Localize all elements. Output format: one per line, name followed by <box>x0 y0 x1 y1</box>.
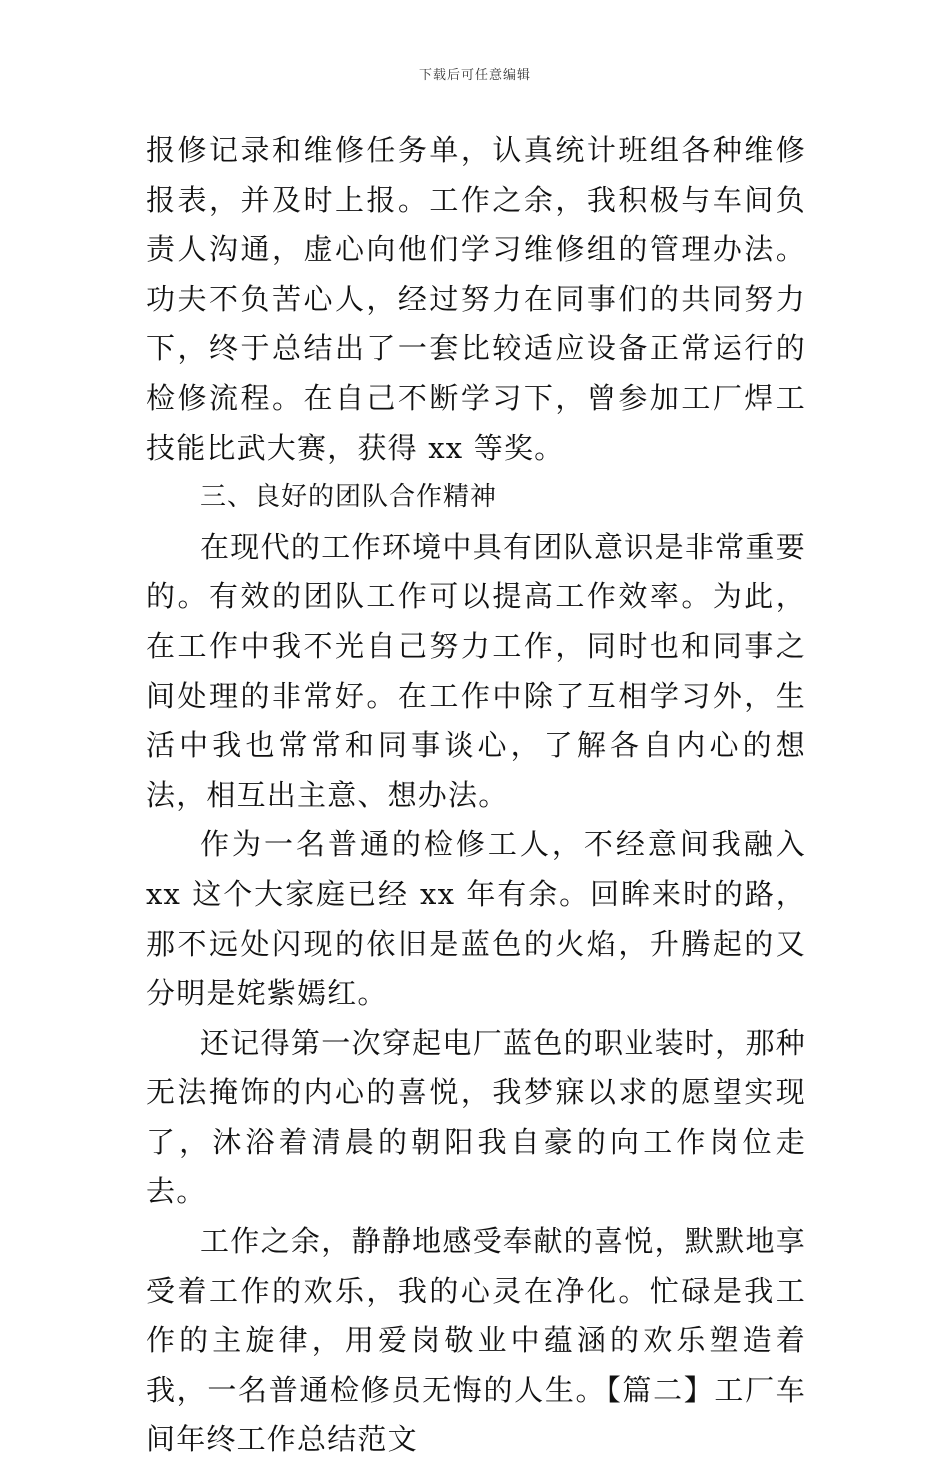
section-heading-teamwork: 三、良好的团队合作精神 <box>200 482 498 513</box>
document-body <box>146 126 806 1465</box>
page-header-note: 下载后可任意编辑 <box>418 68 531 83</box>
paragraph-team-awareness: 在现代的工作环境中具有团队意识是非常重要的。有效的团队工作可以提高工作效率。为此，在工作中我不光自己努力工作，同时也和同事之间处理的非常好。在工作中除了互相学习外，生活中我也常常和同事谈心，了解各自内心的想法，相互出主意、想办法。 <box>146 529 806 812</box>
paragraph-repair-records: 报修记录和维修任务单，认真统计班组各种维修报表，并及时上报。工作之余，我积极与车间负责人沟通，虚心向他们学习维修组的管理办法。功夫不负苦心人，经过努力在同事们的共同努力下，终于总结出了一套比较适应设备正常运行的检修流程。在自己不断学习下，曾参加工厂焊工技能比武大赛，获得 xx 等奖。 <box>146 133 806 465</box>
paragraph-first-uniform: 还记得第一次穿起电厂蓝色的职业装时，那种无法掩饰的内心的喜悦，我梦寐以求的愿望实现了，沐浴着清晨的朝阳我自豪的向工作岗位走去。 <box>146 1025 806 1209</box>
paragraph-after-work: 工作之余，静静地感受奉献的喜悦，默默地享受着工作的欢乐，我的心灵在净化。忙碌是我工作的主旋律，用爱岗敬业中蕴涵的欢乐塑造着我，一名普通检修员无悔的人生。【篇二】工厂车间年终工作总结范文 <box>146 1224 806 1457</box>
paragraph-ordinary-worker: 作为一名普通的检修工人，不经意间我融入 xx 这个大家庭已经 xx 年有余。回眸来时的路，那不远处闪现的依旧是蓝色的火焰，升腾起的又分明是姹紫嫣红。 <box>146 827 806 1011</box>
